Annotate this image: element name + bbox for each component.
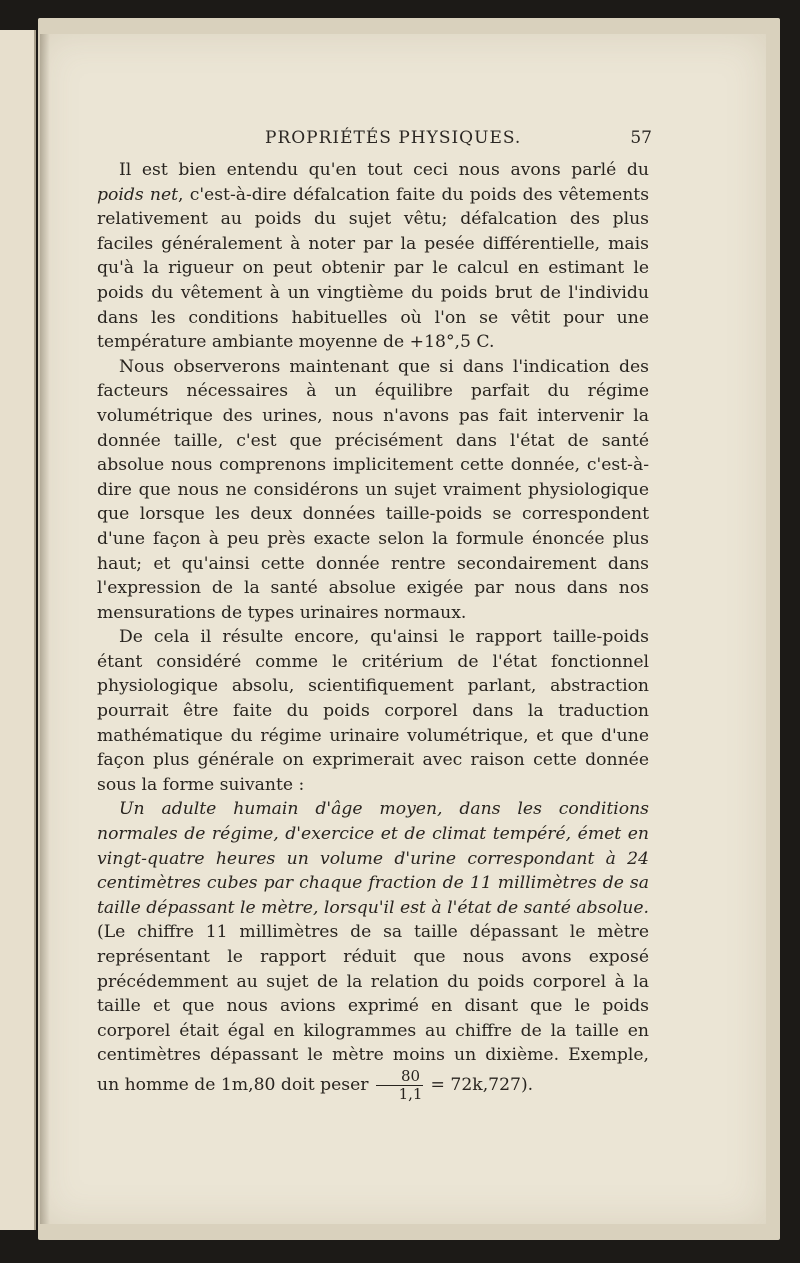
running-head: PROPRIÉTÉS PHYSIQUES. (265, 128, 522, 148)
fraction-denominator: 1,1 (398, 1084, 423, 1103)
facing-page-edge (0, 30, 36, 1230)
paragraph-3: De cela il résulte encore, qu'ainsi le rapport taille-poids étant considéré comme le critérium de l'état fonctionnel physiologique absolu, scientifiquement parlant, abstraction pourrait être faite du poids corporel dans la traduction mathématique du régime urinaire volumétrique, et que d'une façon plus générale on exprimerait avec raison cette donnée sous la forme suivante : (97, 627, 649, 795)
page-number: 57 (630, 128, 652, 148)
fraction (376, 1068, 423, 1103)
fraction-numerator: 80 (376, 1068, 423, 1086)
page-gutter-shadow (40, 34, 50, 1224)
italic-rule-statement: Un adulte humain d'âge moyen, dans les conditions normales de régime, d'exercice et de climat tempéré, émet en vingt-quatre heures un volume d'urine correspondant à 24 centimètres cubes par chaque fraction de 11 millimètres de sa taille dépassant le mètre, lorsqu'il est à l'état de santé absolue. (97, 799, 649, 918)
paragraph-4: Un adulte humain d'âge moyen, dans les conditions normales de régime, d'exercice et de climat tempéré, émet en vingt-quatre heures un volume d'urine correspondant à 24 centimètres cubes par chaque fraction de 11 millimètres de sa taille dépassant le mètre, lorsqu'il est à l'état de santé absolue. (Le chiffre 11 millimètres de sa taille dépassant le mètre représentant le rapport réduit que nous avons exposé précédemment au sujet de la relation du poids corporel à la taille et que nous avions exprimé en disant que le poids corporel était égal en kilogrammes au chiffre de la taille en centimètres dépassant le mètre moins un dixième. Exemple, un homme de 1m,80 doit peser $\frac{80}{1,1}$ = 72k,727). (97, 799, 649, 1103)
paragraph-1: Il est bien entendu qu'en tout ceci nous avons parlé du poids net, c'est-à-dire défalcation faite du poids des vêtements relativement au poids du sujet vêtu; défalcation des plus faciles généralement à noter par la pesée différentielle, mais qu'à la rigueur on peut obtenir par le calcul en estimant le poids du vêtement à un vingtième du poids brut de l'individu dans les conditions habituelles où l'on se vêtit pour une température ambiante moyenne de +18°,5 C. (97, 160, 650, 353)
page-body (97, 158, 649, 1103)
paragraph-2: Nous observerons maintenant que si dans l'indication des facteurs nécessaires à un équilibre parfait du régime volumétrique des urines, nous n'avons pas fait intervenir la donnée taille, c'est que précisément dans l'état de santé absolue nous comprenons implicitement cette donnée, c'est-à-dire que nous ne considérons un sujet vraiment physiologique que lorsque les deux données taille-poids se correspondent d'une façon à peu près exacte selon la formule énoncée plus haut; et qu'ainsi cette donnée rentre secondairement dans l'expression de la santé absolue exigée par nous dans nos mensurations de types urinaires normaux. (97, 356, 649, 623)
page-header (90, 128, 652, 152)
emphasis-poids-net: poids net (97, 184, 179, 205)
